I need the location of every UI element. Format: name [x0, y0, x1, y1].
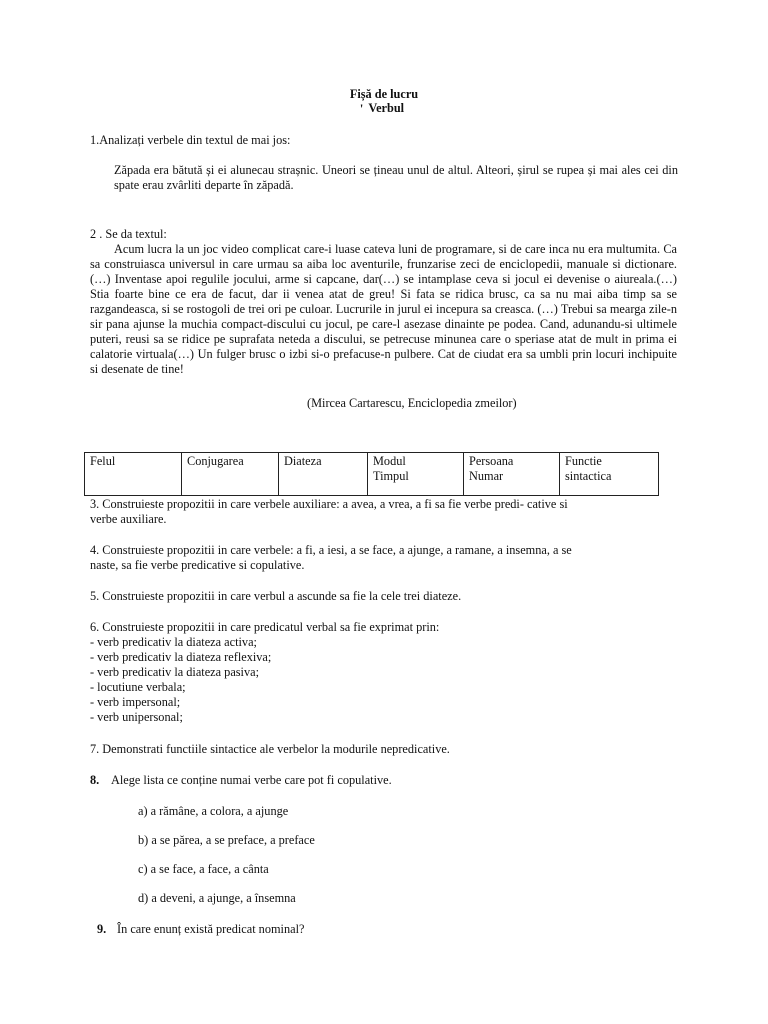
- list-item: - verb predicativ la diateza pasiva;: [90, 665, 259, 679]
- list-item: - verb impersonal;: [90, 695, 181, 709]
- exercise-2-prompt: 2 . Se da textul:: [90, 227, 167, 241]
- table-header-cell: Functie sintactica: [560, 453, 659, 496]
- exercise-2-text: Acum lucra la un joc video complicat care-i luase cateva luni de programare, si de care inca nu era multumita. Ca sa construiasca universul in care urmau sa aiba loc aventurile, frunzarise zeci de enciclopedii, manuale si dictionare. (…) Inventase apoi regulile jocului, arme si capcane, dar(…) se intamplase ceva si jocul ei devenise o aiureala.(…) Stia foarte bine ce era de facut, dar ii venea atat de greu! Si fata se ridica brusc, ca sa nu mai aiba timp sa se razgandeasca, si se rostogoli de trei ori pe culoar. Lucrurile in jurul ei incepura sa creasca. (…) Trebui sa mearga zile-n sir pana ajunse la muchia compact-discului cu jocul, pe care-l asezase dinainte pe podea. Cand, adunandu-si ultimele puteri, reusi sa se ridice pe suprafata neteda a discului, se petrecuse minunea care o speriase atat de mult in prima ei calatorie virtuala(…) Un fulger brusc o izbi si-o prefacuse-n pulbere. Cat de ciudat era sa umbli prin locuri inchipuite si desenate de tine!: [90, 242, 677, 376]
- verb-analysis-table: [84, 452, 659, 496]
- table-header-cell: Diateza: [279, 453, 368, 496]
- list-item: - verb unipersonal;: [90, 710, 183, 724]
- list-item: - verb predicativ la diateza reflexiva;: [90, 650, 272, 664]
- exercise-3-line-2: verbe auxiliare.: [90, 512, 167, 526]
- exercise-3-line-1: 3. Construieste propozitii in care verbele auxiliare: a avea, a vrea, a fi sa fie verbe predi- cative si: [90, 497, 568, 511]
- exercise-6-prompt: 6. Construieste propozitii in care predicatul verbal sa fie exprimat prin:: [90, 620, 440, 634]
- exercise-1-prompt: 1.Analizați verbele din textul de mai jos:: [90, 133, 291, 147]
- table-header-cell: Persoana Numar: [464, 453, 560, 496]
- exercise-1-text: Zăpada era bătută și ei alunecau strașnic. Uneori se țineau unul de altul. Alteori, șirul se rupea și mai ales cei din spate erau zvârliti departe în zăpadă.: [114, 163, 678, 192]
- exercise-5-text: 5. Construieste propozitii in care verbul a ascunde sa fie la cele trei diateze.: [90, 589, 462, 603]
- list-item: - verb predicativ la diateza activa;: [90, 635, 257, 649]
- exercise-2-passage: [90, 242, 677, 377]
- exercise-8-number: 8.: [90, 773, 100, 787]
- table-header-cell: Conjugarea: [182, 453, 279, 496]
- worksheet-subtitle: [0, 101, 768, 116]
- subtitle-text: Verbul: [368, 101, 405, 115]
- exercise-4-line-2: naste, sa fie verbe predicative si copulative.: [90, 558, 305, 572]
- answer-option-c: c) a se face, a face, a cânta: [138, 862, 269, 876]
- answer-option-d: d) a deveni, a ajunge, a însemna: [138, 891, 296, 905]
- exercise-9-prompt: În care enunț există predicat nominal?: [117, 922, 305, 936]
- list-item: - locutiune verbala;: [90, 680, 186, 694]
- exercise-4-line-1: 4. Construieste propozitii in care verbele: a fi, a iesi, a se face, a ajunge, a ramane, a insemna, a se: [90, 543, 572, 557]
- passage-source: (Mircea Cartarescu, Enciclopedia zmeilor): [307, 396, 517, 410]
- subtitle-mark: ': [359, 102, 364, 116]
- exercise-9-number: 9.: [97, 922, 107, 936]
- exercise-7-text: 7. Demonstrati functiile sintactice ale verbelor la modurile nepredicative.: [90, 742, 450, 756]
- table-row: [85, 453, 659, 496]
- table-header-cell: Modul Timpul: [368, 453, 464, 496]
- worksheet-title: Fișă de lucru: [349, 87, 419, 101]
- table-header-cell: Felul: [85, 453, 182, 496]
- answer-option-a: a) a rămâne, a colora, a ajunge: [138, 804, 289, 818]
- answer-option-b: b) a se părea, a se preface, a preface: [138, 833, 315, 847]
- exercise-8-prompt: Alege lista ce conține numai verbe care pot fi copulative.: [111, 773, 392, 787]
